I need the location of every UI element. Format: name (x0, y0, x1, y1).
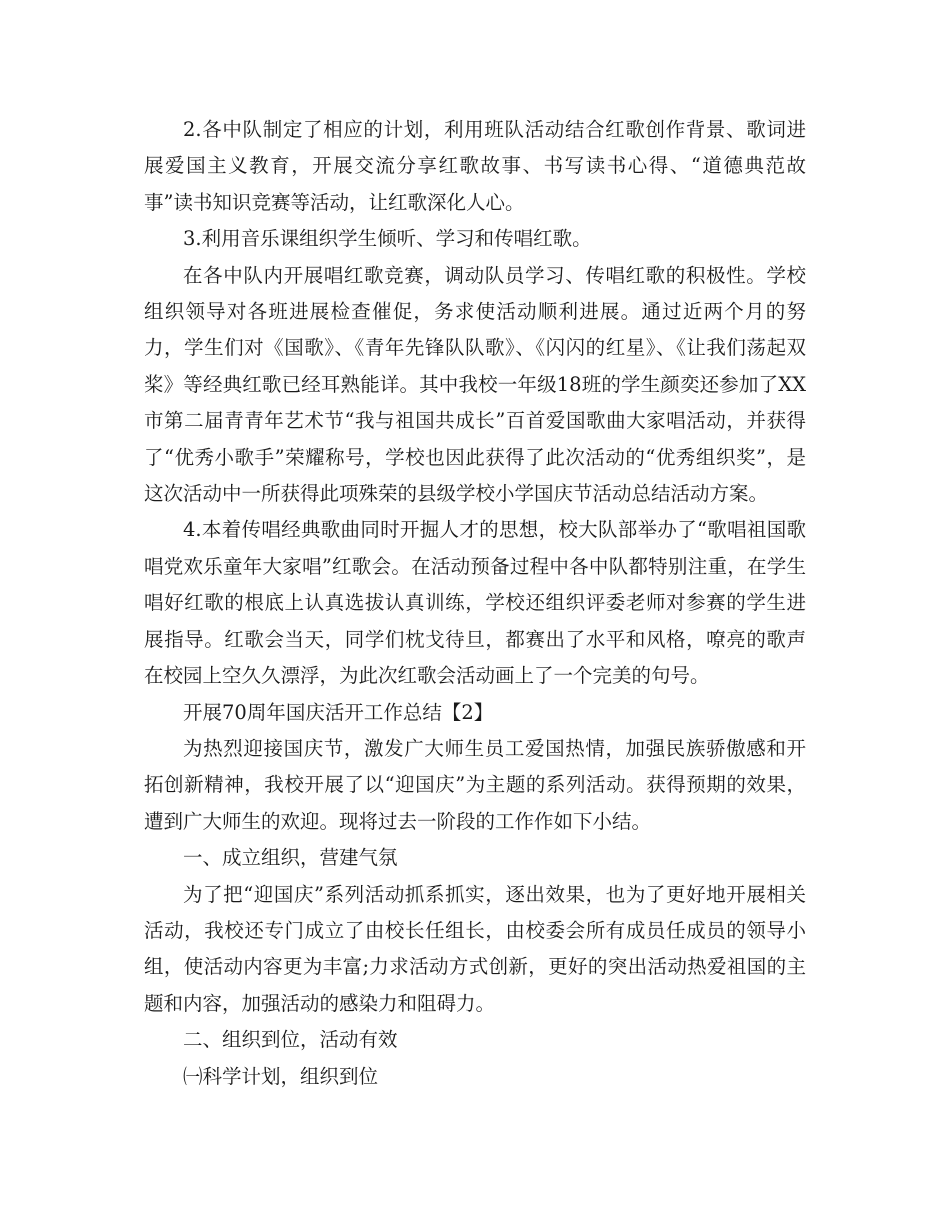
section-heading-summary-2: 开展70周年国庆活开工作总结【2】 (183, 700, 494, 724)
paragraph-activity-4: 4.本着传唱经典歌曲同时开掘人才的思想，校大队部举办了“歌唱祖国歌唱党欢乐童年大家唱”红歌会。在活动预备过程中各中队都特别注重，在学生唱好红歌的根底上认真选拔认真训练，学校还组织评委老师对参赛的学生进展指导。红歌会当天，同学们枕戈待旦，都赛出了水平和风格，嘹亮的歌声在校园上空久久漂浮，为此次红歌会活动画上了一个完美的句号。 (144, 518, 806, 688)
paragraph-activity-3: 3.利用音乐课组织学生倾听、学习和传唱红歌。 (183, 227, 592, 251)
paragraph-singing-contest: 在各中队内开展唱红歌竞赛，调动队员学习、传唱红歌的积极性。学校组织领导对各班进展检查催促，务求使活动顺利进展。通过近两个月的努力，学生们对《国歌》、《青年先锋队队歌》、《闪闪的红星》、《让我们荡起双桨》等经典红歌已经耳熟能详。其中我校一年级18班的学生颜奕还参加了XX市第二届青青年艺术节“我与祖国共成长”百首爱国歌曲大家唱活动，并获得了“优秀小歌手”荣耀称号，学校也因此获得了此次活动的“优秀组织奖”，是这次活动中一所获得此项殊荣的县级学校小学国庆节活动总结活动方案。 (144, 263, 806, 506)
heading-establish-organization: 一、成立组织，营建气氛 (183, 846, 398, 870)
subheading-scientific-plan: ㈠科学计划，组织到位 (183, 1064, 379, 1088)
document-body (144, 112, 806, 1095)
heading-organization-in-place: 二、组织到位，活动有效 (183, 1028, 398, 1052)
paragraph-intro: 为热烈迎接国庆节，激发广大师生员工爱国热情，加强民族骄傲感和开拓创新精神，我校开展了以“迎国庆”为主题的系列活动。获得预期的效果，遭到广大师生的欢迎。现将过去一阶段的工作作如下小结。 (144, 736, 806, 833)
paragraph-organization: 为了把“迎国庆”系列活动抓系抓实，逐出效果，也为了更好地开展相关活动，我校还专门成立了由校长任组长，由校委会所有成员任成员的领导小组，使活动内容更为丰富;力求活动方式创新，更好的突出活动热爱祖国的主题和内容，加强活动的感染力和阻碍力。 (144, 882, 806, 1015)
paragraph-activity-2: 2.各中队制定了相应的计划，利用班队活动结合红歌创作背景、歌词进展爱国主义教育，开展交流分享红歌故事、书写读书心得、“道德典范故事”读书知识竞赛等活动，让红歌深化人心。 (144, 118, 806, 214)
